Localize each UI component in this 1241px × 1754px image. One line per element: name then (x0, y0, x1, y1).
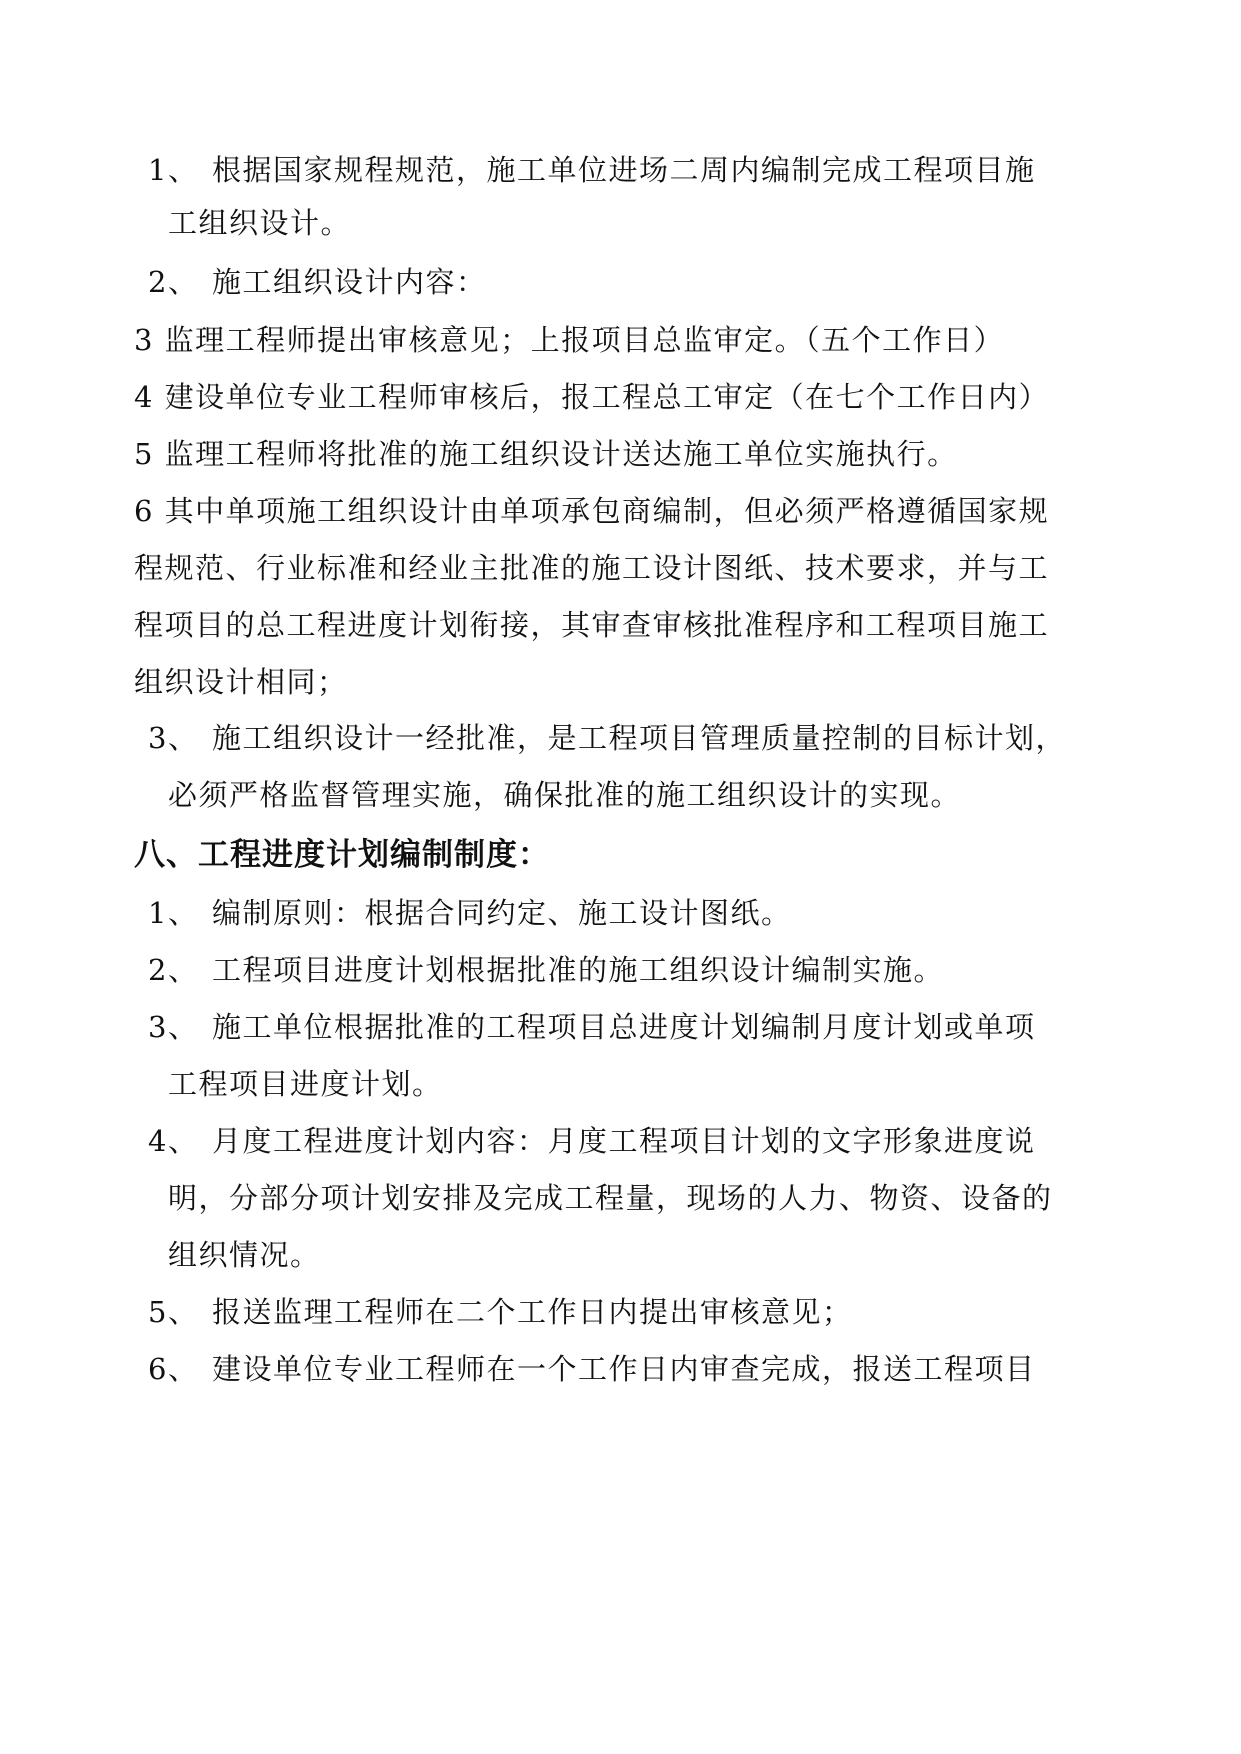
item-text: 4 建设单位专业工程师审核后，报工程总工审定（在七个工作日内） (134, 380, 1050, 414)
item-number: 2、 (148, 265, 199, 299)
item-text: 施工单位根据批准的工程项目总进度计划编制月度计划或单项 (212, 1010, 1036, 1044)
item-text-continuation: 程规范、行业标准和经业主批准的施工设计图纸、技术要求，并与工 (134, 551, 1050, 585)
item-text-continuation: 组织设计相同； (134, 665, 348, 699)
section-heading: 八、工程进度计划编制制度： (134, 837, 550, 873)
item-number: 1、 (148, 896, 199, 930)
item-text: 施工组织设计一经批准，是工程项目管理质量控制的目标计划， (212, 721, 1067, 755)
item-text-continuation: 工组织设计。 (168, 206, 352, 240)
item-text: 5 监理工程师将批准的施工组织设计送达施工单位实施执行。 (134, 437, 958, 471)
item-text: 建设单位专业工程师在一个工作日内审查完成，报送工程项目 (212, 1352, 1036, 1386)
item-text: 6 其中单项施工组织设计由单项承包商编制，但必须严格遵循国家规 (134, 494, 1050, 528)
item-text: 编制原则：根据合同约定、施工设计图纸。 (212, 896, 792, 930)
item-number: 6、 (148, 1352, 199, 1386)
item-text: 月度工程进度计划内容：月度工程项目计划的文字形象进度说 (212, 1124, 1036, 1158)
item-number: 3、 (148, 1010, 199, 1044)
item-number: 4、 (148, 1124, 199, 1158)
item-text-continuation: 必须严格监督管理实施，确保批准的施工组织设计的实现。 (168, 778, 962, 812)
item-number: 1、 (148, 153, 199, 187)
item-text: 工程项目进度计划根据批准的施工组织设计编制实施。 (212, 953, 945, 987)
item-text-continuation: 组织情况。 (168, 1238, 321, 1272)
item-number: 5、 (148, 1295, 199, 1329)
item-text: 3 监理工程师提出审核意见；上报项目总监审定。（五个工作日） (134, 323, 1005, 357)
item-text-continuation: 工程项目进度计划。 (168, 1067, 443, 1101)
item-text-continuation: 明，分部分项计划安排及完成工程量，现场的人力、物资、设备的 (168, 1181, 1053, 1215)
item-text: 施工组织设计内容： (212, 265, 487, 299)
item-text: 报送监理工程师在二个工作日内提出审核意见； (212, 1295, 853, 1329)
item-number: 3、 (148, 721, 199, 755)
item-number: 2、 (148, 953, 199, 987)
item-text: 根据国家规程规范，施工单位进场二周内编制完成工程项目施 (212, 153, 1036, 187)
item-text-continuation: 程项目的总工程进度计划衔接，其审查审核批准程序和工程项目施工 (134, 608, 1050, 642)
